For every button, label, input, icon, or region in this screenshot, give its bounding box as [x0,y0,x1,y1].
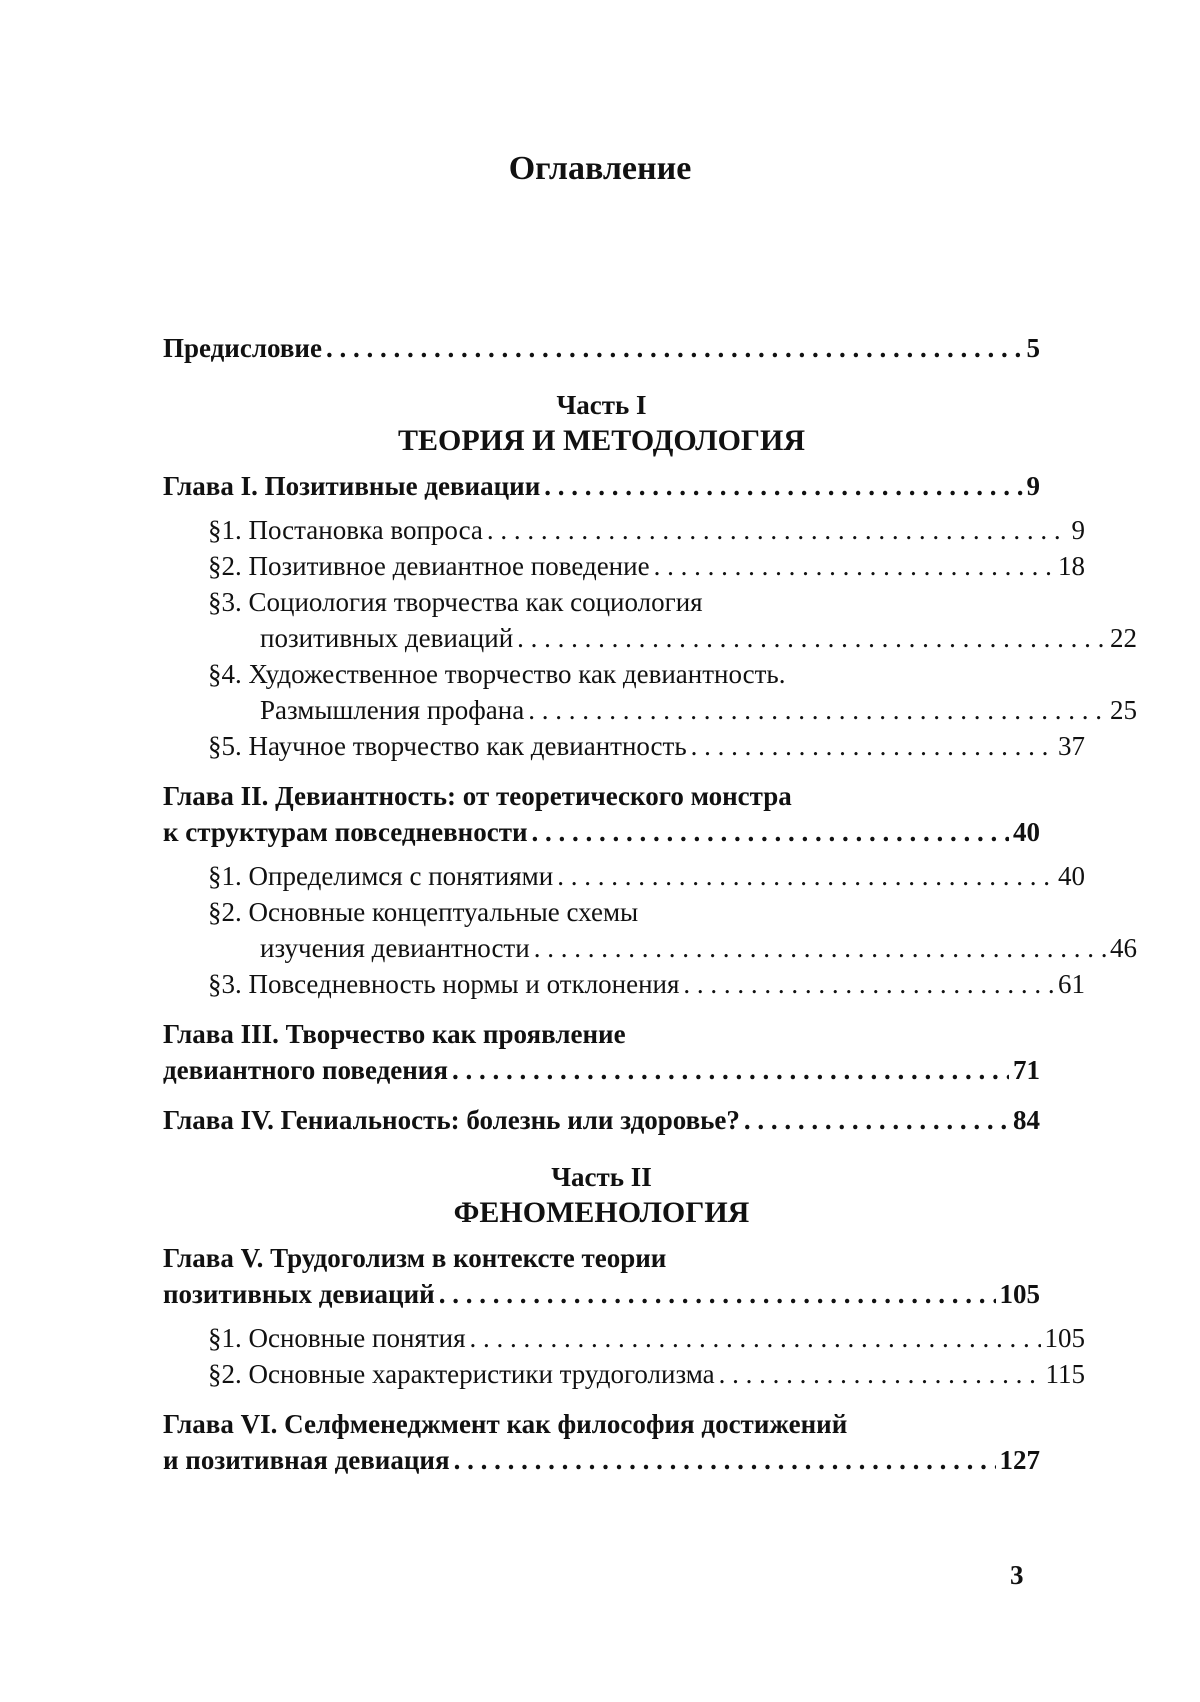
entry-label-line2: позитивных девиаций [163,1276,435,1312]
dot-leader [544,468,1022,504]
entry-label-line2: девиантного поведения [163,1052,448,1088]
entry-label: §2. Основные характеристики трудоголизма [208,1356,715,1392]
entry-label: §1. Постановка вопроса [208,512,483,548]
toc-entry-section[interactable] [163,858,1085,894]
entry-label-line1[interactable]: §2. Основные концептуальные схемы [163,894,1040,930]
entry-label: Предисловие [163,330,322,366]
dot-leader [454,1442,996,1478]
dot-leader [683,966,1054,1002]
toc-entry-chapter-5[interactable] [163,1276,1040,1312]
dot-leader [557,858,1054,894]
entry-label: Глава I. Позитивные девиации [163,468,540,504]
entry-label-line1[interactable]: Глава II. Девиантность: от теоретического монстра [163,778,1040,814]
entry-label: §5. Научное творчество как девиантность [208,728,687,764]
dot-leader [517,620,1106,656]
page-number: 115 [1046,1356,1086,1392]
toc-entry-section[interactable] [163,548,1085,584]
part-title: ТЕОРИЯ И МЕТОДОЛОГИЯ [163,422,1040,460]
dot-leader [528,692,1106,728]
toc-entry-chapter-6[interactable] [163,1442,1040,1478]
page-number: 105 [1000,1276,1041,1312]
toc-entry-chapter-3[interactable] [163,1052,1040,1088]
toc-entry-section[interactable] [163,930,1137,966]
part-label: Часть II [163,1160,1040,1194]
page-title: Оглавление [0,150,1200,188]
page-number: 9 [1027,468,1041,504]
dot-leader [691,728,1054,764]
entry-label-line1[interactable]: §3. Социология творчества как социология [163,584,1040,620]
entry-label-line1[interactable]: Глава VI. Селфменеджмент как философия достижений [163,1406,1040,1442]
dot-leader [534,930,1106,966]
dot-leader [654,548,1054,584]
toc-entry-section[interactable] [163,620,1137,656]
page-number: 105 [1045,1320,1086,1356]
page-number: 37 [1058,728,1085,764]
page-number: 22 [1110,620,1137,656]
toc-entry-chapter-2[interactable] [163,814,1040,850]
entry-label-line2: к структурам повседневности [163,814,528,850]
entry-label: §3. Повседневность нормы и отклонения [208,966,679,1002]
part-label: Часть I [163,388,1040,422]
toc-entry-section[interactable] [163,966,1085,1002]
toc-entry-chapter-4[interactable] [163,1102,1040,1138]
entry-label-line2: Размышления профана [260,692,524,728]
dot-leader [326,330,1023,366]
page-number: 127 [1000,1442,1041,1478]
table-of-contents [163,330,1040,1478]
dot-leader [744,1102,1009,1138]
toc-entry-section[interactable] [163,512,1085,548]
dot-leader [719,1356,1042,1392]
page-number: 61 [1058,966,1085,1002]
page-number: 40 [1013,814,1040,850]
page-number: 5 [1027,330,1041,366]
toc-entry-preface[interactable] [163,330,1040,366]
page-folio: 3 [1010,1560,1024,1591]
entry-label-line1[interactable]: §4. Художественное творчество как девиантность. [163,656,1040,692]
toc-entry-section[interactable] [163,1356,1085,1392]
dot-leader [487,512,1068,548]
page-number: 71 [1013,1052,1040,1088]
entry-label-line2: изучения девиантности [260,930,530,966]
entry-label: §1. Основные понятия [208,1320,466,1356]
dot-leader [470,1320,1041,1356]
entry-label: Глава IV. Гениальность: болезнь или здоровье? [163,1102,740,1138]
page-number: 46 [1110,930,1137,966]
dot-leader [532,814,1009,850]
toc-entry-section[interactable] [163,1320,1085,1356]
dot-leader [439,1276,996,1312]
entry-label-line1[interactable]: Глава V. Трудоголизм в контексте теории [163,1240,1040,1276]
toc-entry-section[interactable] [163,728,1085,764]
entry-label-line2: и позитивная девиация [163,1442,450,1478]
page-number: 84 [1013,1102,1040,1138]
page-number: 25 [1110,692,1137,728]
entry-label-line1[interactable]: Глава III. Творчество как проявление [163,1016,1040,1052]
dot-leader [452,1052,1009,1088]
entry-label: §1. Определимся с понятиями [208,858,553,894]
page-number: 40 [1058,858,1085,894]
toc-entry-section[interactable] [163,692,1137,728]
toc-entry-chapter-1[interactable] [163,468,1040,504]
page-number: 18 [1058,548,1085,584]
page-number: 9 [1072,512,1086,548]
entry-label-line2: позитивных девиаций [260,620,513,656]
entry-label: §2. Позитивное девиантное поведение [208,548,650,584]
part-title: ФЕНОМЕНОЛОГИЯ [163,1194,1040,1232]
